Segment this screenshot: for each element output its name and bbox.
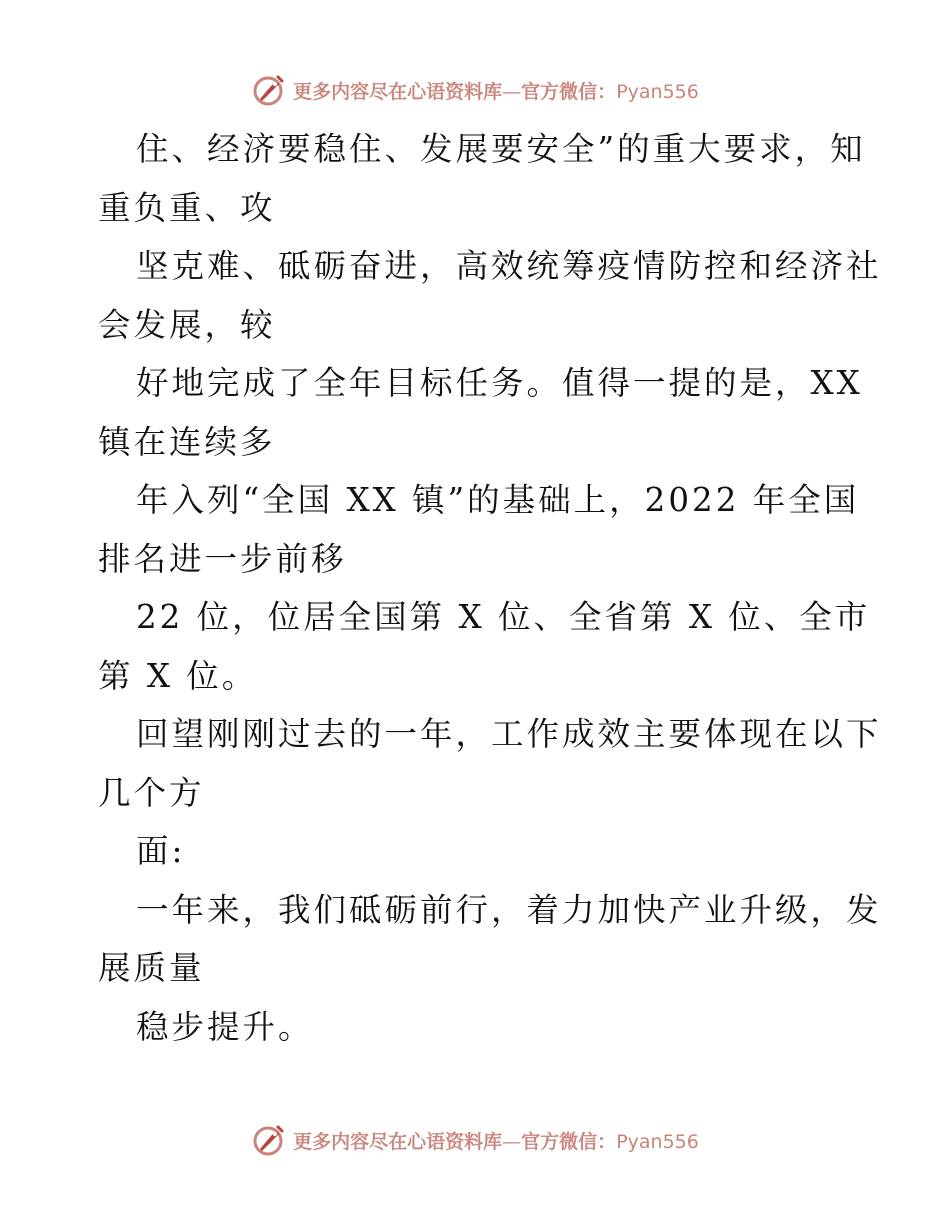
watermark-text [293, 77, 699, 104]
text-line: 几个方 [98, 773, 205, 812]
footer-watermark [0, 1122, 950, 1158]
text-line: 回望刚刚过去的一年，工作成效主要体现在以下 [136, 715, 882, 753]
watermark-site: 更多内容尽在心语资料库 [293, 1130, 503, 1153]
text-line: 重负重、攻 [98, 188, 276, 227]
text-line: 好地完成了全年目标任务。值得一提的是，XX [136, 364, 863, 402]
text-line: 第 X 位。 [98, 656, 258, 695]
text-line: 坚克难、砥砺奋进，高效统筹疫情防控和经济社 [136, 247, 882, 285]
pen-nib-seal-icon [251, 72, 287, 108]
header-watermark [0, 72, 950, 108]
text-line: 年入列“全国 XX 镇”的基础上，2022 年全国 [136, 481, 860, 519]
text-line: 展质量 [98, 949, 205, 987]
text-line: 面: [136, 832, 186, 870]
text-line: 会发展，较 [98, 305, 276, 344]
watermark-wechat-label: 官方微信： [521, 80, 617, 103]
watermark-separator: — [502, 80, 522, 103]
watermark-wechat-id: Pyan556 [616, 80, 699, 103]
watermark-site: 更多内容尽在心语资料库 [293, 80, 503, 103]
document-body [98, 120, 882, 1056]
text-line: 排名进一步前移 [98, 539, 347, 578]
text-line: 一年来，我们砥砺前行，着力加快产业升级，发 [136, 890, 882, 929]
watermark-wechat-label: 官方微信： [521, 1130, 617, 1153]
watermark-wechat-id: Pyan556 [616, 1130, 699, 1153]
pen-nib-seal-icon [251, 1122, 287, 1158]
text-line: 稳步提升。 [136, 1007, 314, 1046]
text-line: 住、经济要稳住、发展要安全”的重大要求，知 [136, 130, 866, 168]
text-line: 22 位，位居全国第 X 位、全省第 X 位、全市 [136, 598, 871, 636]
watermark-text [293, 1127, 699, 1154]
watermark-separator: — [502, 1130, 522, 1153]
text-line: 镇在连续多 [98, 422, 276, 461]
